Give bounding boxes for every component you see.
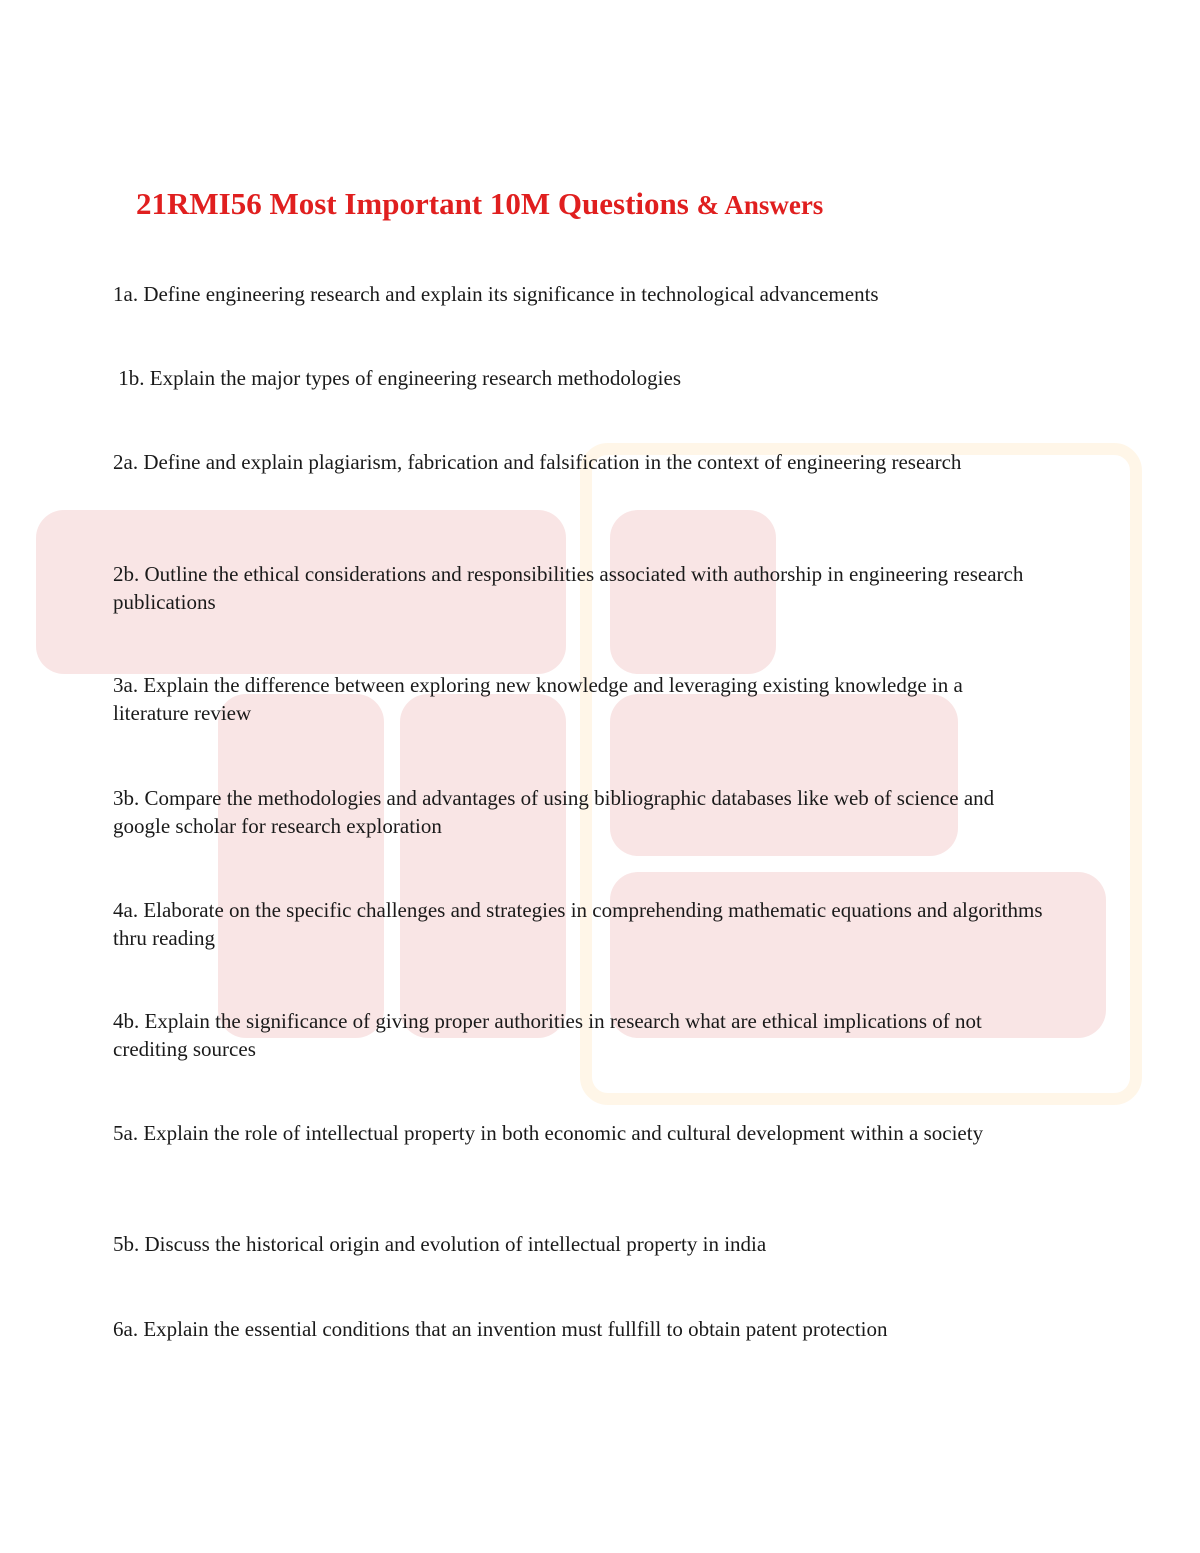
question-5a: 5a. Explain the role of intellectual property in both economic and cultural development within a society: [113, 1121, 984, 1145]
question-2a: 2a. Define and explain plagiarism, fabrication and falsification in the context of engineering research: [113, 450, 962, 474]
title-main: 21RMI56 Most Important 10M Questions: [136, 186, 689, 221]
watermark-block: [218, 694, 384, 1038]
question-2b: 2b. Outline the ethical considerations and responsibilities associated with authorship in engineering research publications: [113, 562, 1024, 614]
question-3b: 3b. Compare the methodologies and advantages of using bibliographic databases like web of science and google scholar for research exploration: [113, 786, 995, 838]
question-4b: 4b. Explain the significance of giving proper authorities in research what are ethical implications of not crediting sources: [113, 1009, 982, 1061]
question-3a: 3a. Explain the difference between exploring new knowledge and leveraging existing knowledge in a literature review: [113, 673, 963, 725]
question-6a: 6a. Explain the essential conditions that an invention must fullfill to obtain patent protection: [113, 1317, 888, 1341]
title-suffix: & Answers: [696, 190, 824, 220]
question-1b: 1b. Explain the major types of engineering research methodologies: [113, 366, 681, 390]
watermark-block: [400, 694, 566, 1038]
question-4a: 4a. Elaborate on the specific challenges and strategies in comprehending mathematic equations and algorithms thru reading: [113, 898, 1043, 950]
question-5b: 5b. Discuss the historical origin and evolution of intellectual property in india: [113, 1232, 767, 1256]
page-title: [136, 186, 823, 222]
question-1a: 1a. Define engineering research and explain its significance in technological advancements: [113, 282, 879, 306]
